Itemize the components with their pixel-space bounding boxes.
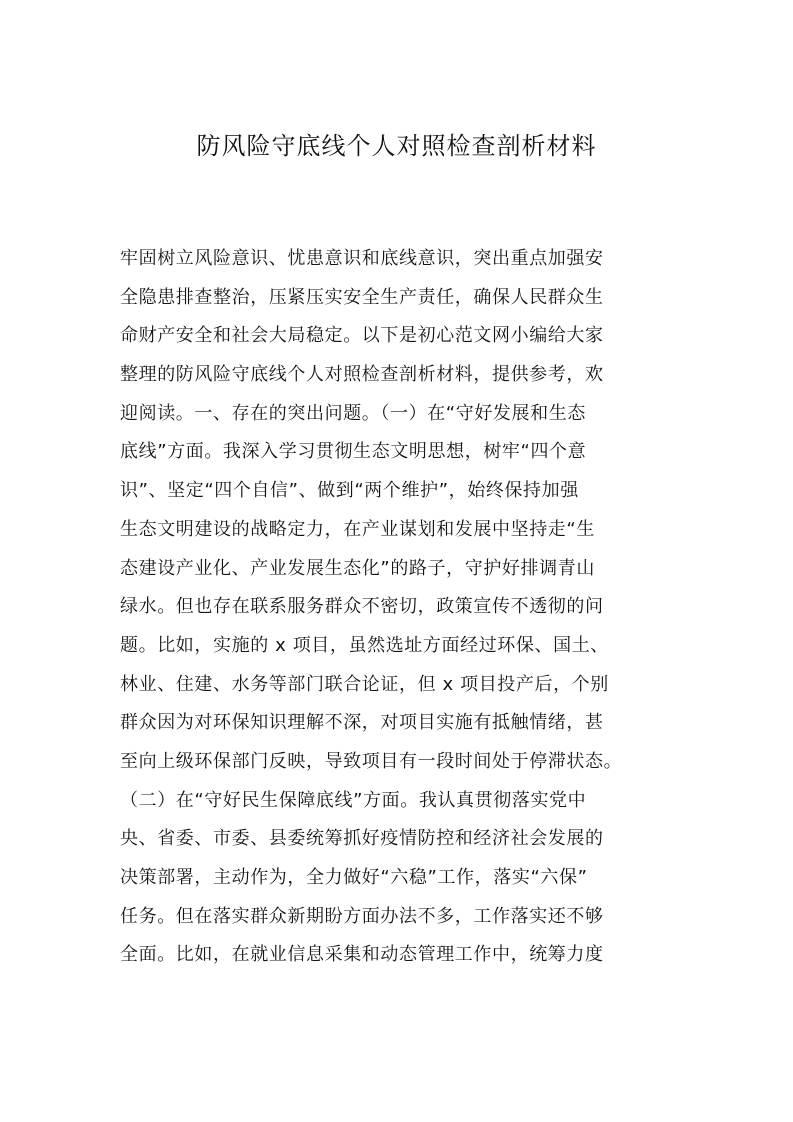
- text-line: 至向上级环保部门反映，导致项目有一段时间处于停滞状态。: [120, 750, 623, 772]
- text-line: 群众因为对环保知识理解不深，对项目实施有抵触情绪，甚: [120, 712, 604, 734]
- text-line: （二）在“守好民生保障底线”方面。我认真贯彻落实党中: [120, 789, 587, 811]
- text-line: 全面。比如，在就业信息采集和动态管理工作中，统筹力度: [120, 944, 604, 966]
- text-line: 态建设产业化、产业发展生态化”的路子，守护好排调青山: [120, 557, 595, 579]
- text-line: 央、省委、市委、县委统筹抓好疫情防控和经济社会发展的: [120, 828, 604, 850]
- text-line: 生态文明建设的战略定力，在产业谋划和发展中坚持走“生: [120, 518, 595, 540]
- text-line: 林业、住建、水务等部门联合论证，但 x 项目投产后，个别: [120, 673, 609, 695]
- text-line: 全隐患排查整治，压紧压实安全生产责任，确保人民群众生: [120, 286, 604, 308]
- text-line: 底线”方面。我深入学习贯彻生态文明思想，树牢“四个意: [120, 441, 587, 463]
- text-line: 任务。但在落实群众新期盼方面办法不多，工作落实还不够: [120, 905, 604, 927]
- text-line: 命财产安全和社会大局稳定。以下是初心范文网小编给大家: [120, 325, 604, 347]
- text-line: 整理的防风险守底线个人对照检查剖析材料，提供参考，欢: [120, 364, 604, 386]
- text-line: 题。比如，实施的 x 项目，虽然选址方面经过环保、国土、: [120, 634, 609, 656]
- text-line: 迎阅读。一、存在的突出问题。（一）在“守好发展和生态: [120, 402, 586, 424]
- text-line: 绿水。但也存在联系服务群众不密切，政策宣传不透彻的问: [120, 596, 604, 618]
- body-text: [120, 240, 680, 975]
- text-line: 牢固树立风险意识、忧患意识和底线意识，突出重点加强安: [120, 248, 604, 269]
- text-line: 识”、坚定“四个自信”、做到“两个维护”，始终保持加强: [120, 480, 579, 502]
- text-line: 决策部署，主动作为，全力做好“六稳”工作，落实“六保”: [120, 867, 588, 888]
- document-title: 防风险守底线个人对照检查剖析材料: [196, 132, 597, 160]
